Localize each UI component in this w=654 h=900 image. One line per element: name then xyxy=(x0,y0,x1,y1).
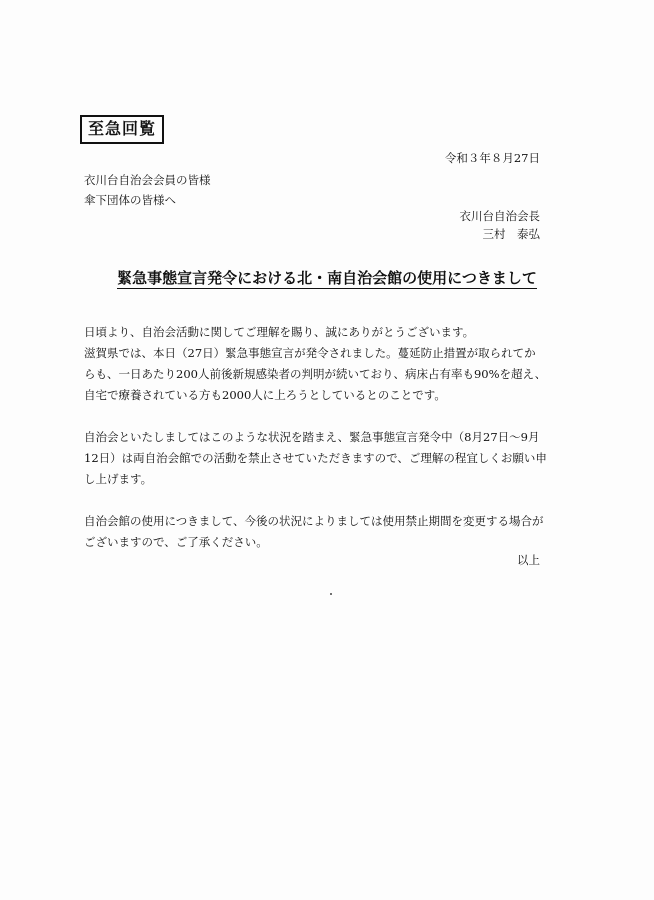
body-line: 滋賀県では、本日（27日）緊急事態宣言が発令されました。蔓延防止措置が取られてか xyxy=(84,346,536,360)
urgent-circular-stamp: 至急回覧 xyxy=(80,115,164,144)
addressee-line-members: 衣川台自治会会員の皆様 xyxy=(84,173,211,187)
body-line: 日頃より、自治会活動に関してご理解を賜り、誠にありがとうございます。 xyxy=(84,325,475,339)
body-line: ございますので、ご了承ください。 xyxy=(84,535,268,549)
sender-name: 三村 泰弘 xyxy=(482,227,540,241)
body-line: 自治会館の使用につきまして、今後の状況によりましては使用禁止期間を変更する場合が xyxy=(84,514,544,528)
scan-speck xyxy=(330,593,332,595)
sender-block xyxy=(460,207,541,243)
document-date: 令和３年８月27日 xyxy=(444,151,540,165)
body-line: らも、一日あたり200人前後新規感染者の判明が続いており、病床占有率も90%を超え、 xyxy=(84,367,547,381)
body-line: 12日）は両自治会館での活動を禁止させていただきますので、ご理解の程宜しくお願い申 xyxy=(84,451,547,465)
sender-organization: 衣川台自治会長 xyxy=(459,209,540,223)
paragraph-closure-notice xyxy=(84,427,564,490)
document-body xyxy=(84,322,564,574)
addressee-block xyxy=(84,170,211,210)
body-line: し上げます。 xyxy=(84,472,153,486)
paragraph-greeting-situation xyxy=(84,322,564,406)
document-title-text: 緊急事態宣言発令における北・南自治会館の使用につきまして xyxy=(117,269,537,287)
paragraph-period-change xyxy=(84,511,564,553)
body-line: 自宅で療養されている方も2000人に上ろうとしているとのことです。 xyxy=(84,388,446,402)
closing-mark: 以上 xyxy=(517,553,540,567)
body-line: 自治会といたしましてはこのような状況を踏まえ、緊急事態宣言発令中（8月27日～9月 xyxy=(84,430,540,444)
addressee-line-groups: 傘下団体の皆様へ xyxy=(84,193,176,207)
document-title xyxy=(0,267,654,289)
